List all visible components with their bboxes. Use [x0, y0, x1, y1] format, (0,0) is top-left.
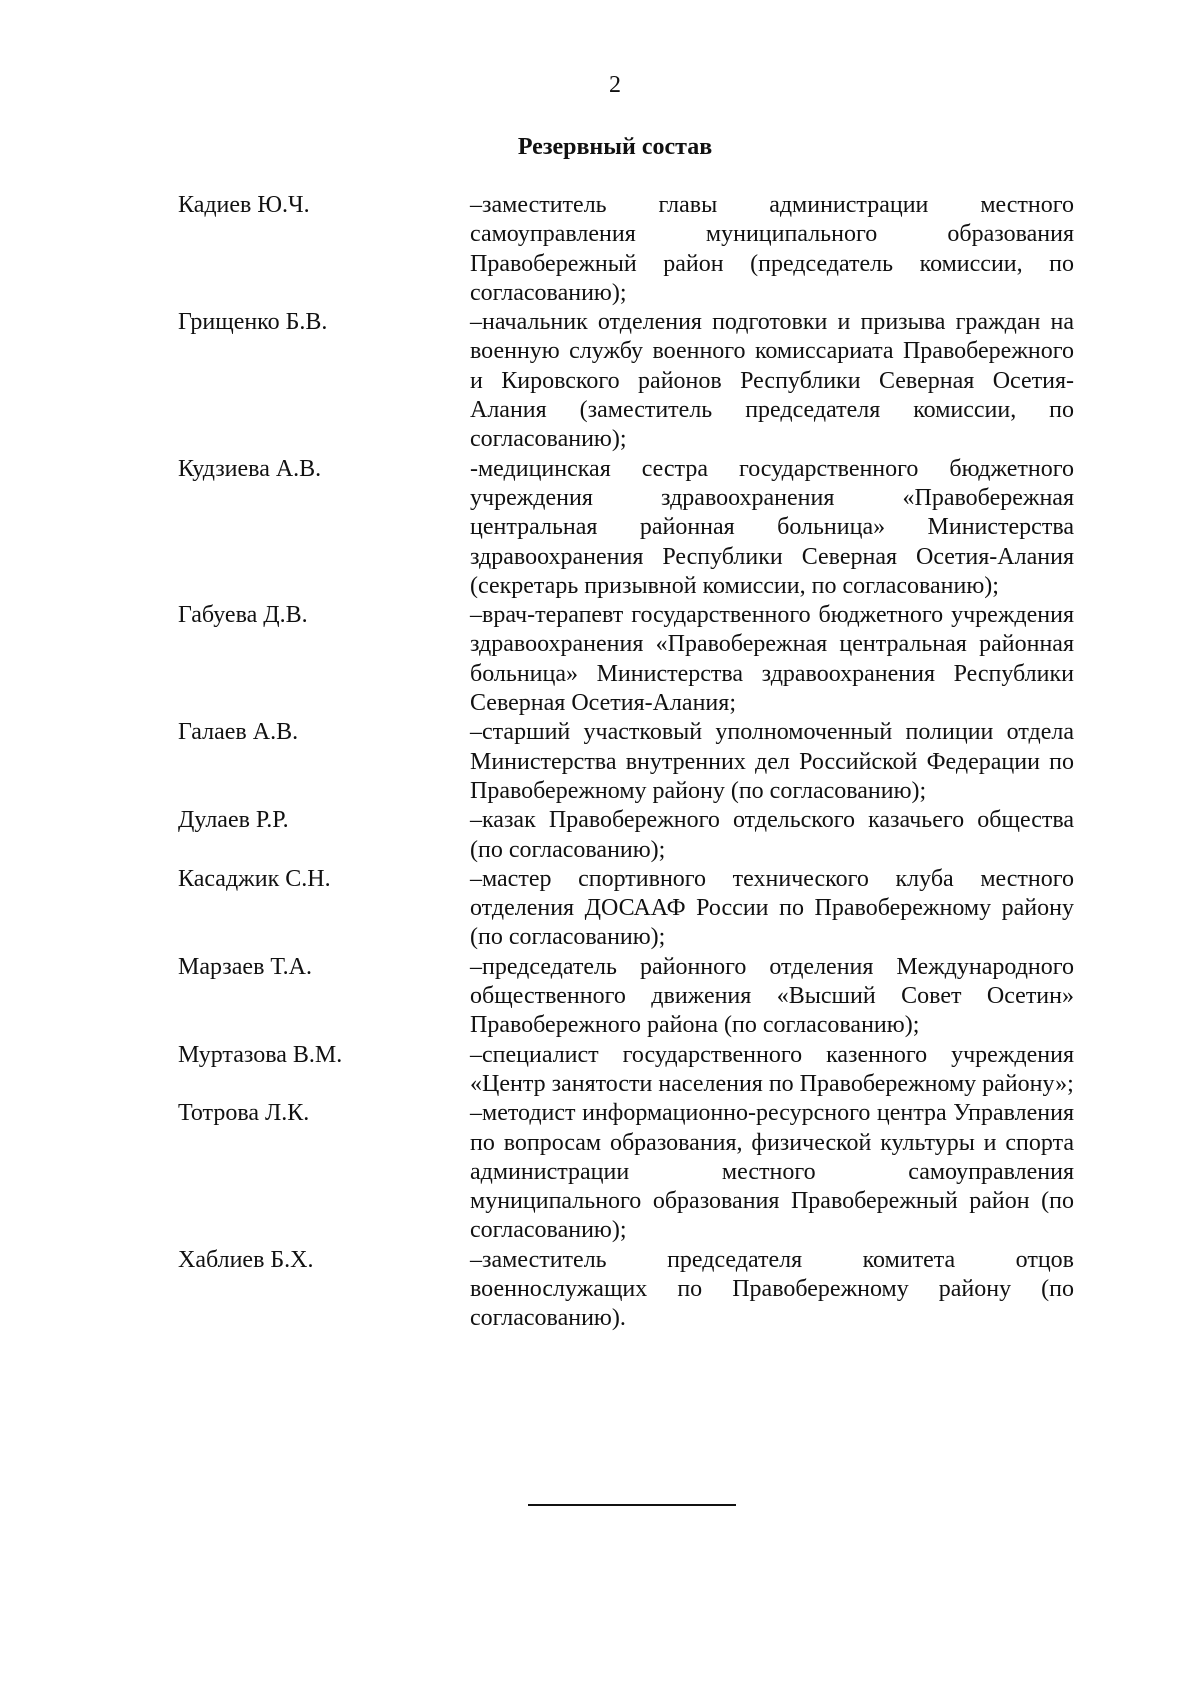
member-role: –врач-терапевт государственного бюджетного учреждения здравоохранения «Правобережная центральная районная больница» Министерства здравоохранения Республики Северная Осетия-Алания; [470, 602, 1074, 717]
end-of-document-line [528, 1504, 736, 1506]
member-row [178, 601, 1078, 718]
member-row [178, 1246, 1078, 1334]
member-role: –начальник отделения подготовки и призыва граждан на военную службу военного комиссариата Правобережного и Кировского районов Республики Северная Осетия-Алания (заместитель председателя комиссии, по согласованию); [470, 309, 1074, 453]
member-name: Марзаев Т.А. [178, 953, 312, 980]
member-row [178, 718, 1078, 806]
member-name: Кадиев Ю.Ч. [178, 192, 310, 218]
member-row [178, 1099, 1078, 1245]
member-name: Касаджик С.Н. [178, 865, 331, 892]
member-name: Муртазова В.М. [178, 1041, 343, 1068]
members-list [178, 191, 1078, 1334]
member-name: Дулаев Р.Р. [178, 807, 289, 834]
member-role: –мастер спортивного технического клуба местного отделения ДОСААФ России по Правобережному району (по согласованию); [470, 865, 1074, 951]
member-row [178, 806, 1078, 865]
member-name: Тотрова Л.К. [178, 1100, 310, 1127]
member-role: –председатель районного отделения Международного общественного движения «Высший Совет Осетин» Правобережного района (по согласованию); [470, 953, 1074, 1039]
member-role: –методист информационно-ресурсного центра Управления по вопросам образования, физической культуры и спорта администрации местного самоуправления муниципального образования Правобережный район (по согласованию); [470, 1100, 1074, 1244]
member-row [178, 953, 1078, 1041]
member-name: Грищенко Б.В. [178, 309, 328, 336]
member-name: Габуева Д.В. [178, 602, 308, 629]
member-name: Хаблиев Б.Х. [178, 1246, 314, 1273]
member-role: –заместитель главы администрации местного самоуправления муниципального образования Правобережный район (председатель комиссии, по согласованию); [470, 192, 1074, 306]
member-row [178, 308, 1078, 454]
member-row [178, 865, 1078, 953]
member-name: Кудзиева А.В. [178, 455, 322, 482]
member-row [178, 191, 1078, 308]
member-row [178, 455, 1078, 601]
member-role: –старший участковый уполномоченный полиции отдела Министерства внутренних дел Российской Федерации по Правобережному району (по согласованию); [470, 719, 1074, 804]
member-role: –специалист государственного казенного учреждения «Центр занятости населения по Правобережному району»; [470, 1041, 1074, 1097]
member-row [178, 1041, 1078, 1100]
member-role: –казак Правобережного отдельского казачьего общества (по согласованию); [470, 807, 1074, 863]
document-title: Резервный состав [517, 134, 713, 160]
member-role: -медицинская сестра государственного бюджетного учреждения здравоохранения «Правобережная центральная районная больница» Министерства здравоохранения Республики Северная Осетия-Алания (секретарь призывной комиссии, по согласованию); [470, 455, 1074, 599]
member-name: Галаев А.В. [178, 719, 299, 746]
page-number: 2 [609, 72, 621, 98]
member-role: –заместитель председателя комитета отцов военнослужащих по Правобережному району (по согласованию). [470, 1246, 1074, 1332]
